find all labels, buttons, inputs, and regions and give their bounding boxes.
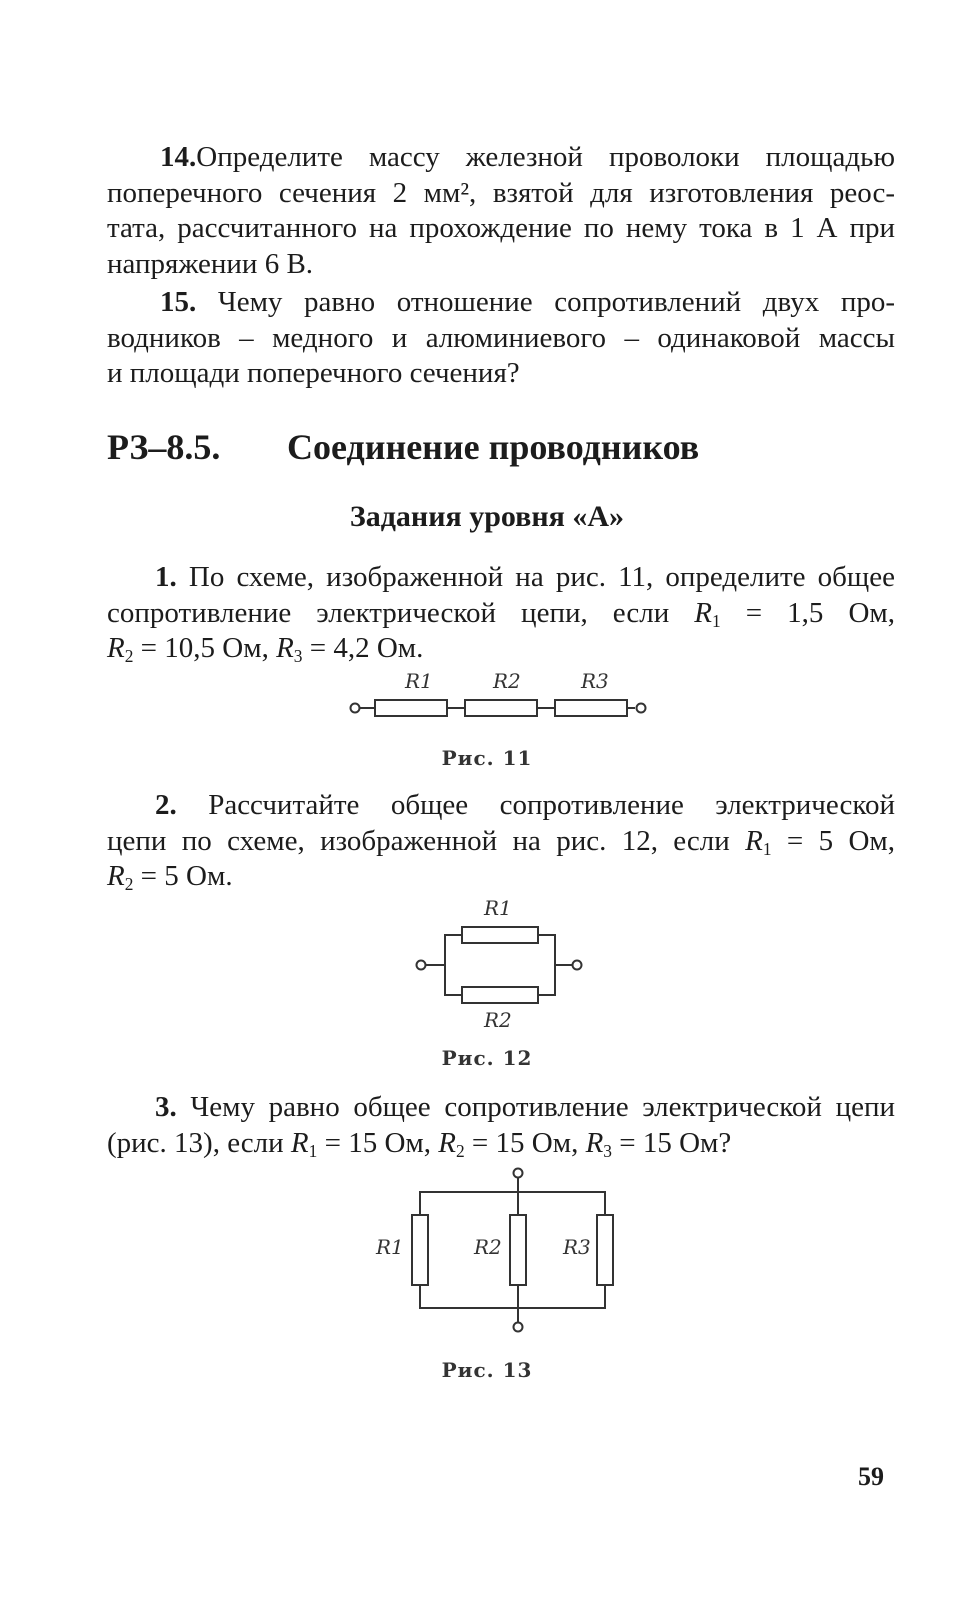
resistor-symbol: R (745, 824, 763, 857)
resistor-value: = 5 Ом. (140, 860, 233, 892)
terminal (351, 704, 360, 713)
figure-label: R1 (484, 896, 512, 920)
resistor-r3 (597, 1215, 613, 1285)
resistor-value: = 15 Ом, (324, 1126, 431, 1159)
problem-15 (107, 285, 895, 392)
resistor-value: = 15 Ом, (471, 1126, 579, 1159)
problem-14 (107, 140, 895, 282)
task-text-line: Чему равно общее сопротивление электрической цепи (190, 1091, 896, 1123)
task-number: 1. (155, 561, 177, 593)
page-number: 59 (858, 1462, 884, 1491)
resistor-r1 (375, 700, 447, 716)
problem-number: 14. (160, 141, 197, 173)
section-heading (107, 425, 897, 469)
figure-caption: Рис. 11 (441, 746, 533, 770)
problem-number: 15. (160, 286, 197, 318)
problem-text-line: Определите массу железной проволоки площадью (196, 141, 895, 173)
resistor-symbol: R (107, 860, 125, 892)
task-2: 2. Рассчитайте общее сопротивление электрической цепи по схеме, изображенной на рис. 12, если $R_1 = 5$ Ом, $R_2 = 5$ Ом. (107, 789, 896, 894)
resistor-r1 (412, 1215, 428, 1285)
problem-text-line: тата, рассчитанного на прохождение по нему тока в 1 А при (107, 212, 895, 244)
task-text-line: сопротивление электрической цепи, если (107, 596, 670, 629)
task-text-line: Рассчитайте общее сопротивление электрической (208, 789, 895, 821)
task-1: 1. По схеме, изображенной на рис. 11, определите общее сопротивление электрической цепи, если $R_1 = 1,5$ Ом, $R_2 = 10,5$ Ом, $R_3 = 4,2$ Ом. (107, 561, 896, 666)
section-code: РЗ–8.5. (107, 427, 221, 467)
problem-text-line: поперечного сечения 2 мм², взятой для изготовления реос- (107, 176, 895, 209)
task-text-line: (рис. 13), если (107, 1126, 284, 1159)
resistor-r2 (465, 700, 537, 716)
resistor-symbol: R (290, 1126, 309, 1159)
resistor-value: = 4,2 Ом. (309, 632, 424, 664)
resistor-symbol: R (585, 1126, 604, 1159)
resistor-value: = 15 Ом? (619, 1126, 732, 1159)
resistor-symbol: R (276, 632, 294, 664)
resistor-value: = 10,5 Ом, (140, 632, 269, 664)
figure-label: R2 (474, 1235, 502, 1259)
terminal (514, 1169, 523, 1178)
task-number: 3. (155, 1091, 177, 1123)
resistor-symbol: R (107, 632, 125, 664)
terminal (637, 704, 646, 713)
resistor-r3 (555, 700, 627, 716)
terminal (573, 961, 582, 970)
figure-label: R3 (563, 1235, 591, 1259)
task-text-line: По схеме, изображенной на рис. 11, определите общее (188, 561, 895, 593)
figure-label: R1 (405, 669, 433, 693)
resistor-value: = 1,5 Ом, (745, 596, 896, 629)
problem-text-line: водников – медного и алюминиевого – одинаковой массы (107, 321, 895, 354)
figure-caption: Рис. 13 (441, 1358, 533, 1382)
figure-13-parallel-circuit (370, 1160, 630, 1340)
terminal (514, 1323, 523, 1332)
figure-label: R1 (376, 1235, 404, 1259)
figure-12-parallel-circuit (410, 895, 590, 1035)
section-title: Соединение проводников (287, 427, 700, 467)
figure-11-series-circuit (345, 668, 655, 728)
figure-label: R2 (493, 669, 521, 693)
figure-label: R3 (581, 669, 609, 693)
problem-text-line: и площади поперечного сечения? (107, 357, 520, 389)
problem-text-line: Чему равно отношение сопротивлений двух про- (217, 286, 896, 318)
resistor-symbol: R (438, 1126, 456, 1159)
terminal (417, 961, 426, 970)
task-3: 3. Чему равно общее сопротивление электрической цепи (рис. 13), если $R_1 = 15$ Ом, $R_2 = 15$ Ом, $R_3 = 15$ Ом? (107, 1091, 896, 1161)
problem-text-line: напряжении 6 В. (107, 247, 314, 280)
figure-caption: Рис. 12 (441, 1046, 533, 1070)
task-number: 2. (155, 789, 177, 821)
resistor-r2 (510, 1215, 526, 1285)
figure-label: R2 (484, 1008, 512, 1032)
subsection-heading: Задания уровня «А» (349, 500, 625, 533)
resistor-r1 (462, 927, 538, 943)
resistor-r2 (462, 987, 538, 1003)
resistor-value: = 5 Ом, (786, 824, 896, 857)
task-text-line: цепи по схеме, изображенной на рис. 12, если (107, 824, 730, 857)
resistor-symbol: R (694, 596, 713, 629)
